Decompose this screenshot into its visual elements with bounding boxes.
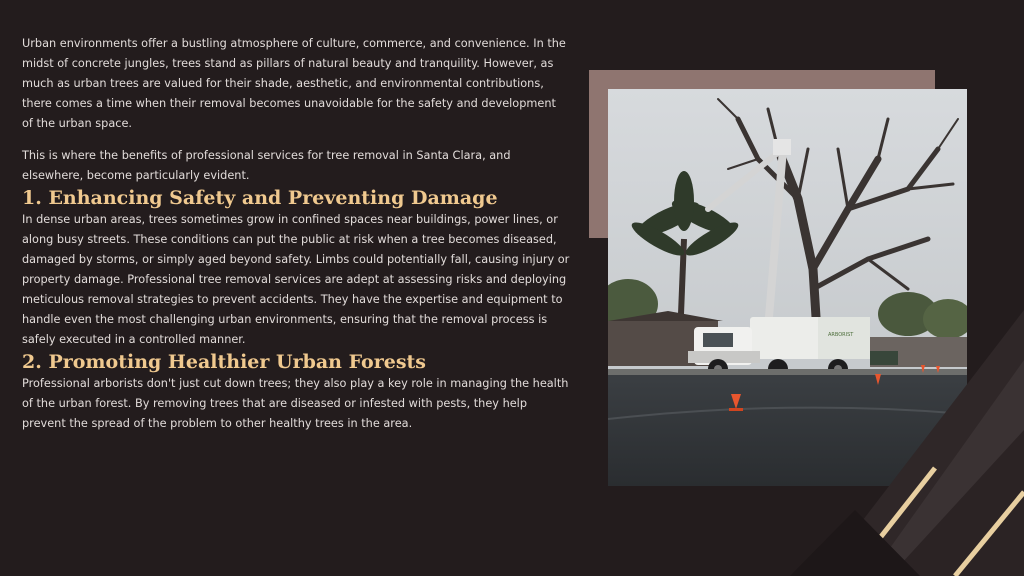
section2-body: Professional arborists don't just cut down trees; they also play a key role in managing the health of the urban forest. By removing trees that are diseased or infested with pests, they help prevent the spread of the problem to other healthy trees in the area. (22, 377, 569, 430)
section1-heading: 1. Enhancing Safety and Preventing Damage (22, 187, 498, 209)
second-paragraph: This is where the benefits of professional services for tree removal in Santa Clara, and elsewhere, become particularly evident. (22, 149, 511, 182)
svg-text:ARBORIST: ARBORIST (828, 332, 854, 338)
section1-body: In dense urban areas, trees sometimes grow in confined spaces near buildings, power lines, or along busy streets. These conditions can put the public at risk when a tree becomes diseased, damaged by storms, or simply aged beyond safety. Limbs could potentially fall, causing injury or property damage. Professional tree removal services are adept at assessing risks and deploying meticulous removal strategies to prevent accidents. They have the expertise and equipment to handle even the most challenging urban environments, ensuring that the removal process is safely executed in a controlled manner. (22, 213, 570, 346)
intro-paragraph: Urban environments offer a bustling atmosphere of culture, commerce, and convenience. In the midst of concrete jungles, trees stand as pillars of natural beauty and tranquility. However, as much as urban trees are valued for their shade, aesthetic, and environmental contributions, there comes a time when their removal becomes unavoidable for the safety and development of the urban space. (22, 37, 566, 130)
section2-heading: 2. Promoting Healthier Urban Forests (22, 351, 426, 373)
diagonal-stripes-decoration (760, 300, 1024, 576)
article-column (22, 34, 570, 434)
